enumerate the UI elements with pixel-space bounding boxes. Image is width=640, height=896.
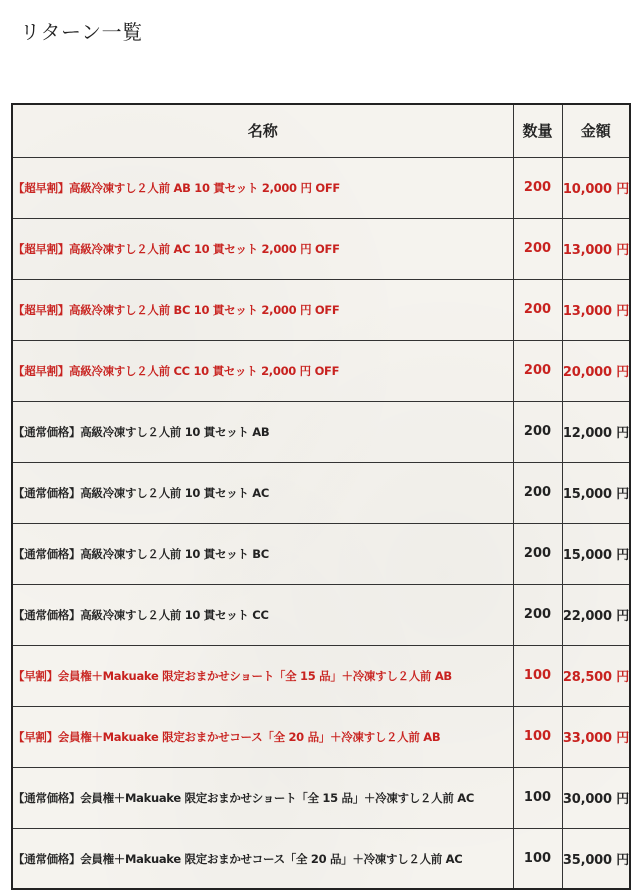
row-quantity: 100 — [513, 706, 562, 767]
table-row — [13, 218, 629, 279]
row-name: 【通常価格】高級冷凍すし２人前 10 貫セット AB — [13, 401, 513, 462]
table-row — [13, 279, 629, 340]
row-name: 【通常価格】会員権＋Makuake 限定おまかせコース「全 20 品」＋冷凍すし２人前 AC — [13, 828, 513, 889]
table-row — [13, 706, 629, 767]
table-row — [13, 157, 629, 218]
row-price: 28,500 円 — [562, 645, 629, 706]
row-name: 【通常価格】会員権＋Makuake 限定おまかせショート「全 15 品」＋冷凍すし２人前 AC — [13, 767, 513, 828]
row-name: 【早割】会員権＋Makuake 限定おまかせコース「全 20 品」＋冷凍すし２人前 AB — [13, 706, 513, 767]
row-quantity: 100 — [513, 645, 562, 706]
row-name: 【超早割】高級冷凍すし２人前 AB 10 貫セット 2,000 円 OFF — [13, 157, 513, 218]
column-header-name: 名称 — [13, 105, 513, 157]
row-price: 12,000 円 — [562, 401, 629, 462]
row-price: 20,000 円 — [562, 340, 629, 401]
row-price: 35,000 円 — [562, 828, 629, 889]
column-header-price: 金額 — [562, 105, 629, 157]
row-price: 15,000 円 — [562, 462, 629, 523]
table-row — [13, 462, 629, 523]
row-price: 15,000 円 — [562, 523, 629, 584]
row-price: 13,000 円 — [562, 279, 629, 340]
row-quantity: 100 — [513, 767, 562, 828]
row-quantity: 200 — [513, 279, 562, 340]
row-quantity: 100 — [513, 828, 562, 889]
row-name: 【超早割】高級冷凍すし２人前 AC 10 貫セット 2,000 円 OFF — [13, 218, 513, 279]
row-name: 【通常価格】高級冷凍すし２人前 10 貫セット CC — [13, 584, 513, 645]
row-price: 13,000 円 — [562, 218, 629, 279]
row-name: 【超早割】高級冷凍すし２人前 CC 10 貫セット 2,000 円 OFF — [13, 340, 513, 401]
row-price: 33,000 円 — [562, 706, 629, 767]
row-price: 30,000 円 — [562, 767, 629, 828]
page-title: リターン一覧 — [20, 20, 143, 44]
row-quantity: 200 — [513, 218, 562, 279]
row-quantity: 200 — [513, 340, 562, 401]
row-quantity: 200 — [513, 584, 562, 645]
row-quantity: 200 — [513, 523, 562, 584]
table-row — [13, 645, 629, 706]
row-price: 22,000 円 — [562, 584, 629, 645]
column-header-quantity: 数量 — [513, 105, 562, 157]
row-name: 【通常価格】高級冷凍すし２人前 10 貫セット BC — [13, 523, 513, 584]
row-quantity: 200 — [513, 157, 562, 218]
table-row — [13, 340, 629, 401]
table-row — [13, 828, 629, 889]
row-name: 【超早割】高級冷凍すし２人前 BC 10 貫セット 2,000 円 OFF — [13, 279, 513, 340]
table-row — [13, 523, 629, 584]
table-header-row — [13, 105, 629, 157]
table-row — [13, 401, 629, 462]
row-name: 【早割】会員権＋Makuake 限定おまかせショート「全 15 品」＋冷凍すし２人前 AB — [13, 645, 513, 706]
row-name: 【通常価格】高級冷凍すし２人前 10 貫セット AC — [13, 462, 513, 523]
table-row — [13, 767, 629, 828]
row-quantity: 200 — [513, 401, 562, 462]
row-price: 10,000 円 — [562, 157, 629, 218]
returns-table — [13, 105, 629, 889]
returns-table-container — [11, 103, 631, 890]
table-row — [13, 584, 629, 645]
row-quantity: 200 — [513, 462, 562, 523]
